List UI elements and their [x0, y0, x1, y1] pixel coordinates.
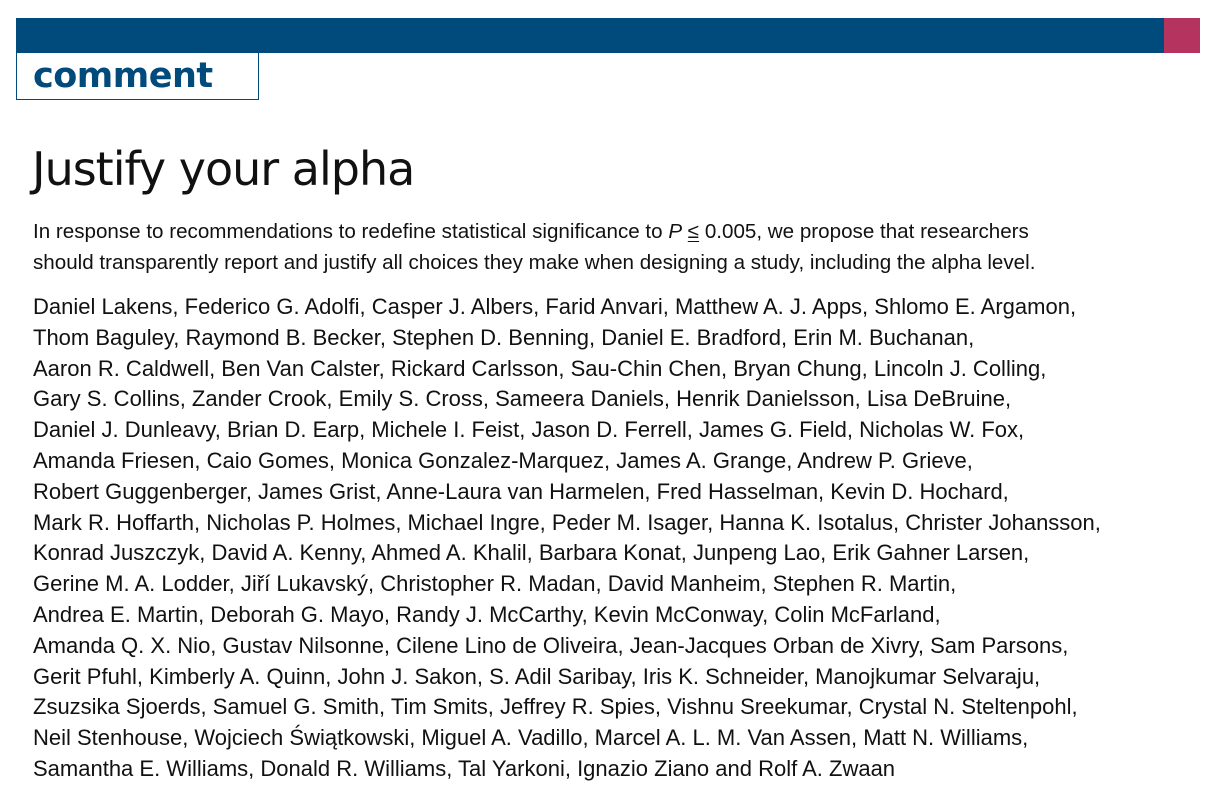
- standfirst-text: In response to recommendations to redefine statistical significance to: [33, 220, 669, 243]
- standfirst-line-2: should transparently report and justify all choices they make when designing a study, including the alpha level.: [33, 251, 1036, 274]
- author-list: [33, 292, 1213, 785]
- author-line: Amanda Friesen, Caio Gomes, Monica Gonzalez-Marquez, James A. Grange, Andrew P. Grieve,: [33, 447, 973, 473]
- header-bar: [16, 18, 1164, 53]
- author-line: Amanda Q. X. Nio, Gustav Nilsonne, Cilene Lino de Oliveira, Jean-Jacques Orban de Xivry, Sam Parsons,: [33, 632, 1069, 658]
- header-accent-block: [1164, 18, 1200, 53]
- author-line: Daniel J. Dunleavy, Brian D. Earp, Michele I. Feist, Jason D. Ferrell, James G. Field, Nicholas W. Fox,: [33, 417, 1025, 443]
- author-line: Daniel Lakens, Federico G. Adolfi, Casper J. Albers, Farid Anvari, Matthew A. J. Apps, Shlomo E. Argamon,: [33, 294, 1077, 319]
- author-line: Mark R. Hoffarth, Nicholas P. Holmes, Michael Ingre, Peder M. Isager, Hanna K. Isotalus, Christer Johansson,: [33, 509, 1101, 535]
- leq-symbol: ≤: [687, 220, 700, 243]
- author-line: Gary S. Collins, Zander Crook, Emily S. Cross, Sameera Daniels, Henrik Danielsson, Lisa DeBruine,: [33, 386, 1012, 412]
- author-line: Samantha E. Williams, Donald R. Williams, Tal Yarkoni, Ignazio Ziano and Rolf A. Zwaan: [33, 755, 896, 781]
- author-line: Robert Guggenberger, James Grist, Anne-Laura van Harmelen, Fred Hasselman, Kevin D. Hochard,: [33, 478, 1009, 504]
- section-label: comment: [33, 56, 213, 96]
- author-line: Gerine M. A. Lodder, Jiří Lukavský, Christopher R. Madan, David Manheim, Stephen R. Martin,: [33, 571, 957, 597]
- author-line: Neil Stenhouse, Wojciech Świątkowski, Miguel A. Vadillo, Marcel A. L. M. Van Assen, Matt N. Williams,: [33, 725, 1029, 751]
- author-line: Andrea E. Martin, Deborah G. Mayo, Randy J. McCarthy, Kevin McConway, Colin McFarland,: [33, 601, 941, 627]
- author-line: Aaron R. Caldwell, Ben Van Calster, Rickard Carlsson, Sau-Chin Chen, Bryan Chung, Lincoln J. Colling,: [33, 355, 1047, 381]
- standfirst: [33, 216, 1213, 278]
- author-line: Thom Baguley, Raymond B. Becker, Stephen D. Benning, Daniel E. Bradford, Erin M. Buchanan,: [33, 324, 975, 350]
- article-title: Justify your alpha: [32, 142, 415, 196]
- author-line: Konrad Juszczyk, David A. Kenny, Ahmed A. Khalil, Barbara Konat, Junpeng Lao, Erik Gahner Larsen,: [33, 540, 1030, 566]
- author-line: Zsuzsika Sjoerds, Samuel G. Smith, Tim Smits, Jeffrey R. Spies, Vishnu Sreekumar, Crystal N. Steltenpohl,: [33, 694, 1078, 720]
- standfirst-text: 0.005, we propose that researchers: [699, 220, 1029, 243]
- standfirst-line-1: [33, 216, 1213, 247]
- p-symbol: P: [668, 220, 683, 243]
- author-line: Gerit Pfuhl, Kimberly A. Quinn, John J. Sakon, S. Adil Saribay, Iris K. Schneider, Manojkumar Selvaraju,: [33, 663, 1041, 689]
